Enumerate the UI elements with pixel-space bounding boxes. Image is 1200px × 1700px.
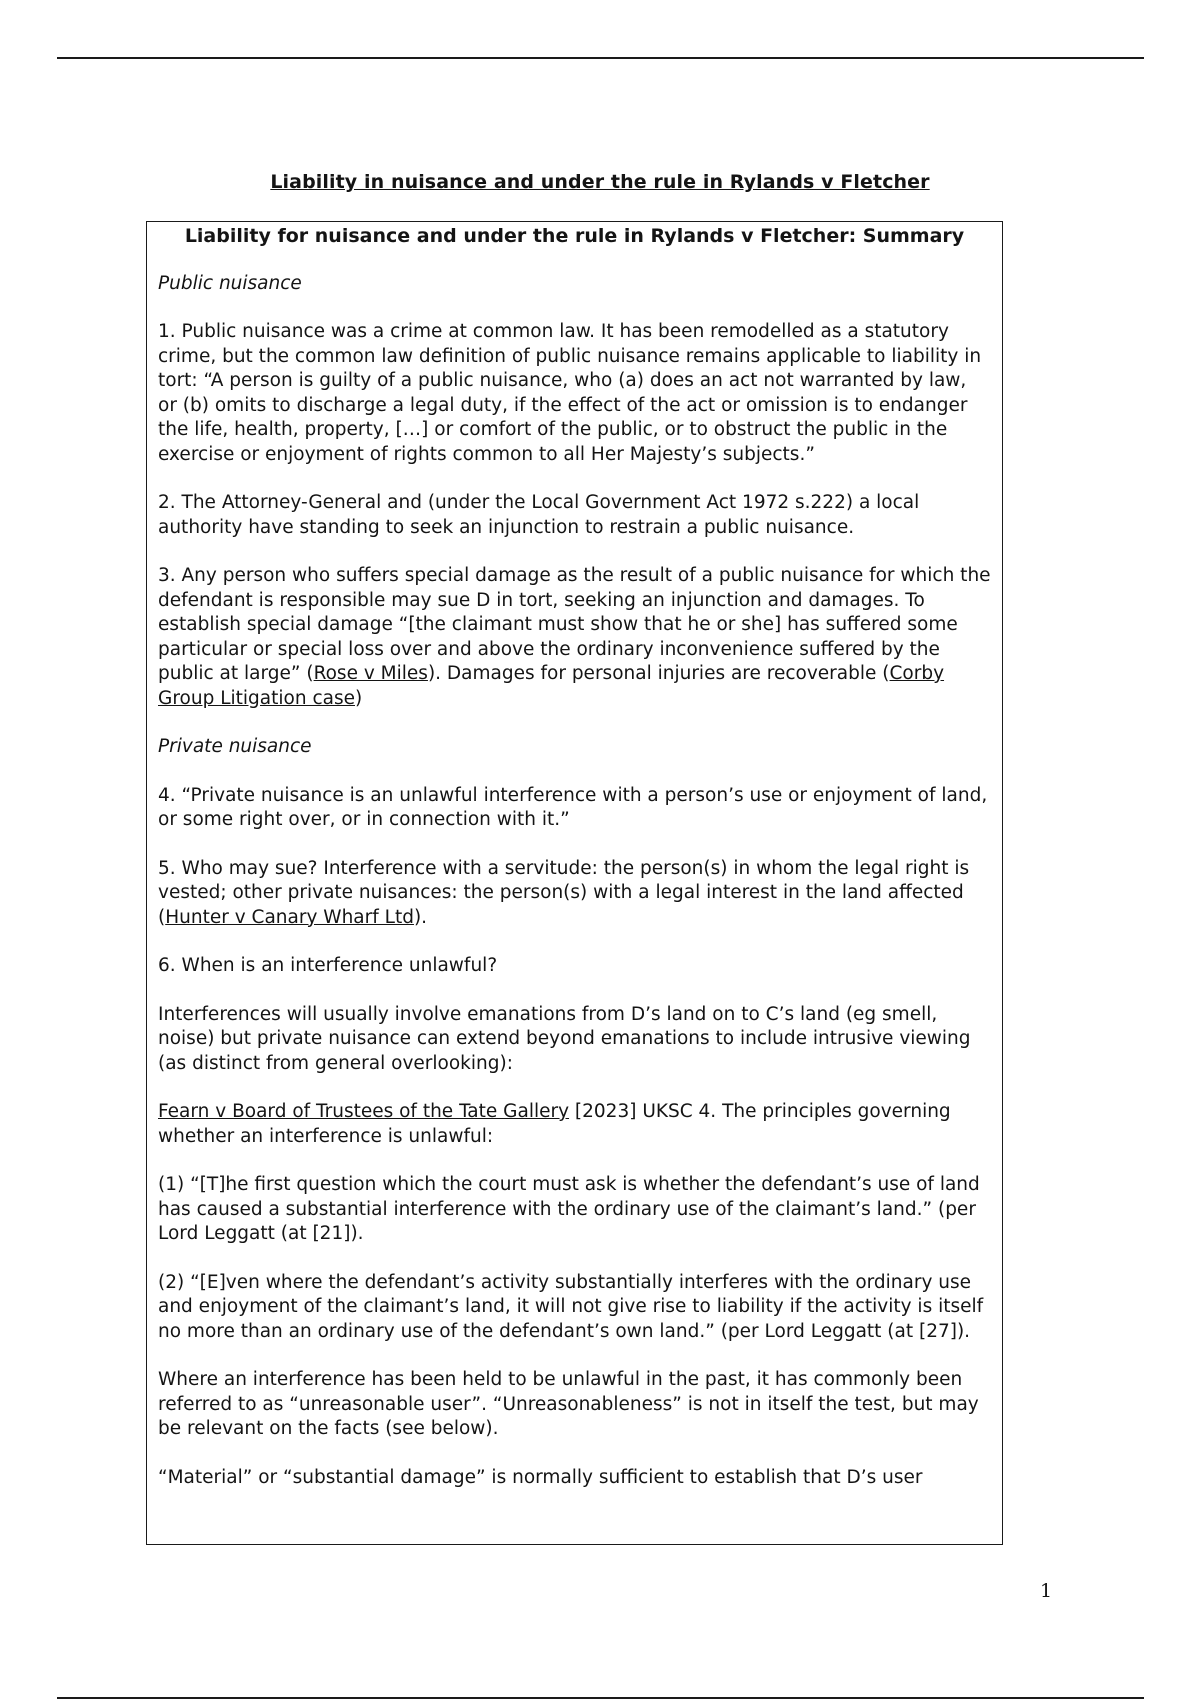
paragraph-3-text-c: ) <box>354 687 363 709</box>
page-number: 1 <box>1040 1580 1053 1602</box>
paragraph-3 <box>158 564 991 711</box>
paragraph-6: 6. When is an interference unlawful? <box>158 955 498 976</box>
public-nuisance-heading: Public nuisance <box>158 272 302 294</box>
summary-title: Liability for nuisance and under the rule in Rylands v Fletcher: Summary <box>184 225 965 247</box>
paragraph-5-text-a: 5. Who may sue? Interference with a servitude: the person(s) in whom the legal right is vested; other private nuisances: the person(s) with a legal interest in the land affected ( <box>158 857 970 928</box>
paragraph-4: 4. “Private nuisance is an unlawful interference with a person’s use or enjoyment of land, or some right over, or in connection with it.” <box>158 784 988 830</box>
paragraph-9: (1) “[T]he first question which the court must ask is whether the defendant’s use of land has caused a substantial interference with the ordinary use of the claimant’s land.” (per Lord Leggatt (at [21]). <box>158 1174 980 1244</box>
paragraph-11: Where an interference has been held to be unlawful in the past, it has commonly been referred to as “unreasonable user”. “Unreasonableness” is not in itself the test, but may be relevant on the facts (see below). <box>158 1369 979 1439</box>
case-rose-v-miles: Rose v Miles <box>313 663 428 684</box>
paragraph-5 <box>158 857 991 931</box>
summary-content <box>147 222 1002 1490</box>
paragraph-12: “Material” or “substantial damage” is normally sufficient to establish that D’s user <box>158 1466 923 1488</box>
case-corby-group-litigation: Corby Group Litigation case <box>158 663 945 709</box>
top-page-rule <box>57 57 1144 59</box>
paragraph-3-text-b: ). Damages for personal injuries are recoverable ( <box>427 663 890 684</box>
document-title: Liability in nuisance and under the rule in Rylands v Fletcher <box>270 171 930 193</box>
bottom-page-rule <box>57 1697 1144 1699</box>
paragraph-8-text: [2023] UKSC 4. The principles governing whether an interference is unlawful: <box>158 1101 951 1147</box>
paragraph-3-text-a: 3. Any person who suffers special damage as the result of a public nuisance for which the defendant is responsible may sue D in tort, seeking an injunction and damages. To establish special damage “[the claimant must show that he or she] has suffered some particular or special loss over and above the ordinary inconvenience suffered by the public at large” ( <box>158 565 991 684</box>
summary-box <box>146 221 1003 1545</box>
private-nuisance-heading: Private nuisance <box>158 736 312 757</box>
case-hunter-v-canary-wharf: Hunter v Canary Wharf Ltd <box>165 906 414 928</box>
paragraph-5-text-b: ). <box>413 906 428 928</box>
paragraph-10: (2) “[E]ven where the defendant’s activity substantially interferes with the ordinary use and enjoyment of the claimant’s land, it will not give rise to liability if the activity is itself no more than an ordinary use of the defendant’s own land.” (per Lord Leggatt (at [27]). <box>158 1271 984 1342</box>
paragraph-8 <box>158 1100 991 1149</box>
paragraph-2: 2. The Attorney-General and (under the Local Government Act 1972 s.222) a local authority have standing to seek an injunction to restrain a public nuisance. <box>158 492 920 538</box>
paragraph-7: Interferences will usually involve emanations from D’s land on to C’s land (eg smell, noise) but private nuisance can extend beyond emanations to include intrusive viewing (as distinct from general overlooking): <box>158 1003 971 1074</box>
case-fearn-v-tate-gallery: Fearn v Board of Trustees of the Tate Gallery <box>158 1101 570 1122</box>
paragraph-1: 1. Public nuisance was a crime at common law. It has been remodelled as a statutory crime, but the common law definition of public nuisance remains applicable to liability in tort: “A person is guilty of a public nuisance, who (a) does an act not warranted by law, or (b) omits to discharge a legal duty, if the effect of the act or omission is to endanger the life, health, property, […] or comfort of the public, or to obstruct the public in the exercise or enjoyment of rights common to all Her Majesty’s subjects.” <box>158 321 982 465</box>
